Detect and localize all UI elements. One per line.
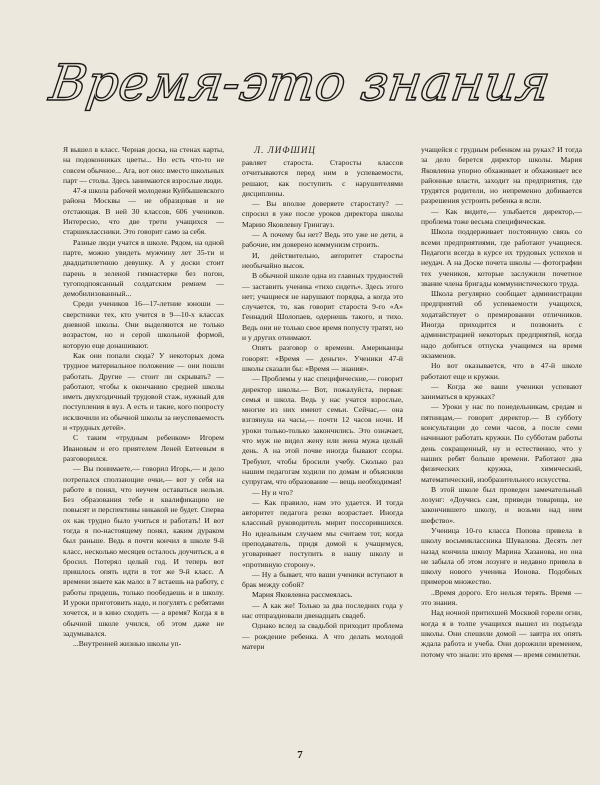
paragraph: — Как видите,— улыбается директор,— проблема тоже весьма специфическая. (421, 206, 582, 227)
paragraph: — Вы понимаете,— говорил Игорь,— и дело потрепался сползающие очки,— вот у себя на работе я понял, что неучем оставаться нельзя. Без образования тебе и квалификацию не повысят и перспективы никакой не будет. Сперва ох как трудно было учиться и работать! И вот тогда я по-настоящему понял, каким дураком был раньше. Ведь я почти кончил в школе 9-й класс, несколько месяцев осталось доучиться, а я бросил. Потерял целый год. И теперь вот пришлось опять идти в тот же 9-й класс. А времени знаете как мало: в 7 встаешь на работу, с работы придешь, только пообедаешь и в школу. И уроки приготовить надо, и погулять с ребятами хочется, и в кино сходить — а время? Когда я в обычной школе учился, об этом даже не задумывался. (63, 464, 224, 638)
column-1 (63, 145, 224, 650)
paragraph: Разные люди учатся в школе. Рядом, на одной парте, можно увидеть мужчину лет 35-ти и двадцатилетнюю девушку. А у доски стоит парень в зеленой гимнастерке без погон, тугоподпоясанный солдатским ремнем — демобилизованный... (63, 237, 224, 299)
paragraph: Опять разговор о времени. Американцы говорят: «Время — деньги». Ученики 47-й школы сказали бы: «Время — знания». (242, 343, 403, 373)
article-title (0, 38, 600, 128)
paragraph: Школа регулярно сообщает администрации предприятий об успеваемости учащихся, ходатайствует о премировании отличников. Иногда приходится и позвонить с администрацией некоторых предприятий, когда надо добиться отпуска учащимся на время экзаменов. (421, 289, 582, 360)
paragraph: ..Время дорого. Его нельзя терять. Время — это знания. (421, 587, 582, 608)
paragraph: — Ну а бывает, что ваши ученики вступают в брак между собой? (242, 569, 403, 590)
column-3 (421, 145, 582, 660)
paragraph: Как они попали сюда? У некоторых дома трудное материальное положение — они пошли работать. Другие — стоит ли скрывать? — работают, чтобы к окончанию средней школы иметь двухгодичный трудовой стаж, нужный для поступления в вуз. А есть и такие, кого попросту исключили из обычной школы за неуспеваемость и «трудных детей». (63, 350, 224, 433)
paragraph: Среди учеников 16—17-летние юноши — сверстники тех, кто учится в 9—10-х классах дневной школы. Они выделяются не только возрастом, но и серой школьной формой, которую еще донашивают. (63, 299, 224, 350)
paragraph: Я вышел в класс. Черная доска, на стенах карты, на подоконниках цветы... Но есть что-то не совсем обычное... Ага, вот оно: вместо школьных парт — столы. Здесь занимаются взрослые люди. (63, 145, 224, 185)
paragraph: В обычной школе одна из главных трудностей — заставить ученика «тихо сидеть». Здесь этого нет; учащиеся не нарушают порядка, а когда это случается, то, как говорит староста 9-го «А» Геннадий Шолопаев, одернешь такого, и тихо. Ведь они не только свое время попусту тратят, но и у других отнимают. (242, 271, 403, 343)
paragraph: — А как же! Только за два последних года у нас отпраздновали двенадцать свадеб. (242, 600, 403, 621)
paragraph: Мария Яковлевна рассмеялась. (252, 590, 353, 600)
paragraph: Однако вслед за свадьбой приходит проблема — рождение ребенка. А что делать молодой матери (242, 621, 403, 651)
title-text: Время-это знания (46, 53, 554, 112)
paragraph: — Как правило, нам это удается. И тогда авторитет педагога резко возрастает. Иногда классный руководитель мирит поссорившихся. Но идеальным случаем мы считаем тот, когда преподаватель, придя домой к учащемуся, уговаривает поступить в нашу школу и «противную сторону». (242, 497, 403, 569)
paragraph: В этой школе был проведен замечательный лозунг: «Доучись сам, приведи товарища, не закончившего школу, и возьми над ним шефство». (421, 484, 582, 525)
paragraph: Над ночной притихшей Москвой горели огни, когда я в толпе учащихся вышел из подъезда школы. Они спешили домой — завтра их опять ждала работа и учеба. Они дорожили временем, потому что знали: это время — время семилетки. (421, 608, 582, 659)
paragraph: — Уроки у нас по понедельникам, средам и пятницам,— говорит директор.— В субботу консультации до семи часов, а после семи начинают работать кружки. По субботам работы день сокращенный, ну и естественно, что у наших ребят больше времени. Работают два физических кружка, химический, математический, изобразительного искусства. (421, 402, 582, 484)
paragraph: Но вот оказывается, что в 47-й школе работают еще и кружки. (421, 361, 582, 381)
paragraph: учащейся с грудным ребенком на руках? И тогда за дело берется директор школы. Мария Яковлевна упорно обхаживает и обхаживает все районные власти, заходит на предприятия, где трудятся родители, но непременно добивается разрешения устроить ребенка в ясли. (421, 145, 582, 206)
paragraph: 47-я школа рабочей молодежи Куйбышевского района Москвы — не образцовая и не отстающая. В ней 30 классов, 606 учеников. Интересно, что две трети учащихся — старшеклассники. Это говорит само за себя. (63, 186, 224, 237)
paragraph: Ученица 10-го класса Попова привела в школу восьмиклассника Шувалова. Десять лет назад кончила школу Марина Хазанова, но она не забыла об этом лозунге и недавно привела в школу нового ученика Ионова. Подобных примеров множество. (421, 525, 582, 587)
author-byline: Л. ЛИФШИЦ (254, 145, 316, 155)
handwritten-title-lettering (0, 38, 600, 128)
page-number: 7 (297, 749, 303, 761)
paragraph: С таким «трудным ребенком» Игорем Ивановым и его приятелем Леней Евтеевым я разговорился. (63, 433, 224, 463)
paragraph: Школа поддерживает постоянную связь со всеми предприятиями, где работают учащиеся. Педагоги всегда в курсе их трудовых успехов и неудач. А на Доске почета школы — фотографии тех учеников, которые заслужили почетное звание члена бригады коммунистического труда. (421, 227, 582, 288)
paragraph: — Вы вполне доверяете старостату? — спросил я уже после уроков директора школы Марию Яковлевну Грингауз. (242, 199, 403, 229)
paragraph: ...Внутренней жизнью школы уп- (73, 639, 182, 649)
paragraph: И, действительно, авторитет старосты необычайно высок. (242, 250, 403, 270)
paragraph: — Ну и что? (252, 487, 293, 497)
paragraph: равляет староста. Старосты классов отчитываются перед ним в успеваемости, решают, как поступить с нарушителями дисциплины. (242, 158, 403, 198)
paragraph: — А почему бы нет? Ведь это уже не дети, а рабочие, им доверено коммунизм строить. (242, 230, 403, 250)
paragraph: — Когда же ваши ученики успевают заниматься в кружках? (421, 381, 582, 402)
column-2 (242, 158, 403, 652)
paragraph: — Проблемы у нас специфические,— говорит директор школы.— Вот, пожалуйста, первая: семья и школа. Ведь у нас учатся взрослые, многие из них имеют семьи. Сейчас,— она взглянула на часы,— почти 12 часов ночи. И уроки только-только закончились. Это означает, что муж не видел жену или жена мужа целый день. А на этой почве иногда бывают ссоры. Требуют, чтобы бросили учебу. Сколько раз нашим педагогам ходили по домам и объясняли супругам, что образование — вещь необходимая! (242, 374, 403, 487)
